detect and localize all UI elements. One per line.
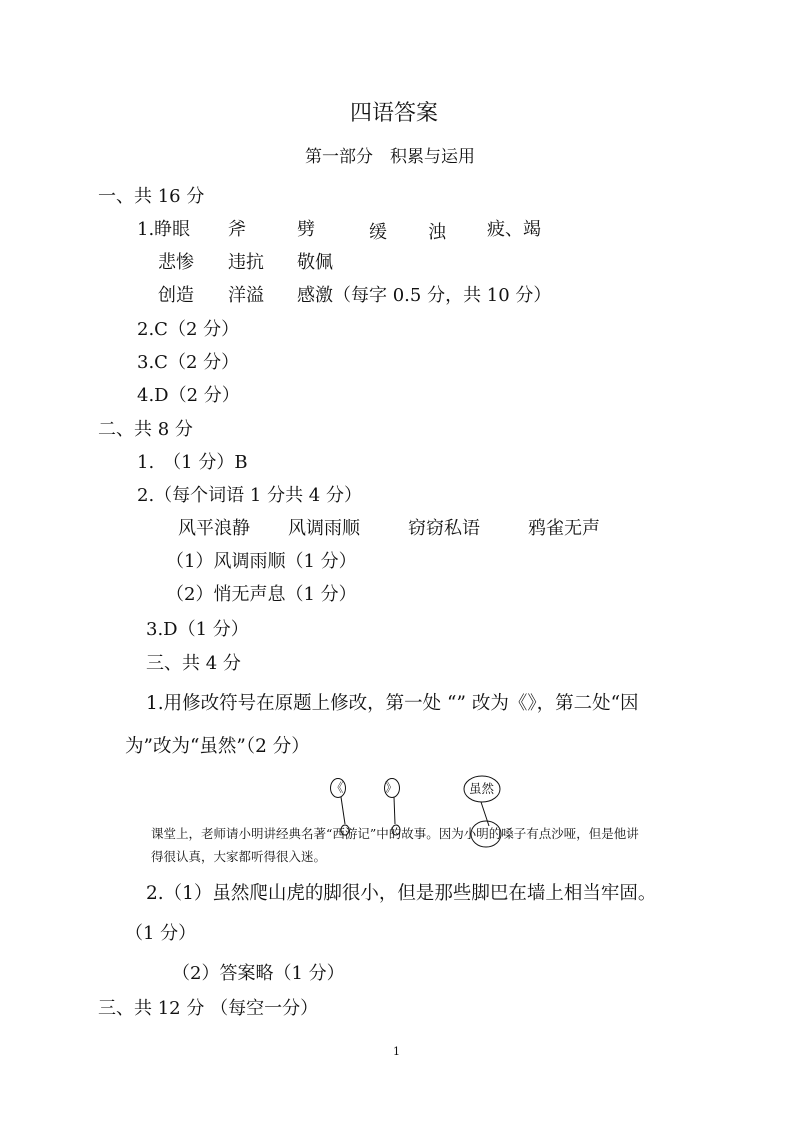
close-book-mark: 》	[385, 780, 398, 795]
answer-word: 违抗	[228, 252, 264, 273]
s3-q1-line-2: 为”改为“虽然”（2 分）	[125, 736, 310, 757]
answer-word: 劈	[297, 219, 315, 240]
idiom-word: 风调雨顺	[288, 518, 360, 539]
s2-q1-answer: 1. （1 分）B	[137, 452, 248, 473]
section-2-heading: 二、共 8 分	[98, 419, 193, 440]
answer-word: 洋溢	[228, 285, 264, 306]
section-1-heading: 一、共 16 分	[98, 186, 205, 207]
idiom-word: 窃窃私语	[408, 518, 480, 539]
answer-word: 创造	[158, 285, 194, 306]
answer-word: 缓	[369, 222, 387, 243]
s2-sub2: （2）悄无声息（1 分）	[166, 584, 357, 605]
s2-q2-answer: 2.（每个词语 1 分共 4 分）	[137, 485, 362, 506]
replace-word-mark: 虽然	[469, 781, 495, 796]
q4-answer: 4.D（2 分）	[137, 385, 240, 406]
s2-q3-answer: 3.D（1 分）	[146, 619, 249, 640]
open-book-mark-line	[341, 797, 345, 824]
passage-line-2: 得很认真，大家都听得很入迷。	[151, 849, 327, 864]
open-book-mark: 《	[331, 780, 344, 795]
answer-word: 悲惨	[158, 252, 194, 273]
answer-word: 感激（每字 0.5 分，共 10 分）	[297, 285, 552, 306]
s3-q2-sub2: （2）答案略（1 分）	[172, 963, 345, 984]
section-4-heading: 三、共 12 分 （每空一分）	[98, 998, 319, 1019]
s3-q2-line-1: 2.（1）虽然爬山虎的脚很小，但是那些脚巴在墙上相当牢固。	[146, 883, 657, 904]
part-heading: 第一部分 积累与运用	[305, 147, 475, 167]
answer-word: 斧	[228, 219, 246, 240]
section-3-heading: 三、共 4 分	[146, 653, 241, 674]
answer-word: 1.睁眼	[137, 219, 191, 240]
answer-word: 疲、竭	[487, 219, 541, 240]
s3-q2-line-2: （1 分）	[125, 923, 197, 944]
q2-answer: 2.C（2 分）	[137, 319, 240, 340]
answer-word: 敬佩	[297, 252, 333, 273]
page-number: 1	[393, 1045, 400, 1058]
passage-line-1: 课堂上，老师请小明讲经典名著“西游记”中的故事。因为小明的嗓子有点沙哑，但是他讲	[151, 826, 639, 841]
s3-q1-line-1: 1.用修改符号在原题上修改，第一处 “” 改为《》，第二处“因	[146, 693, 639, 714]
page-title: 四语答案	[350, 101, 439, 126]
answer-word: 浊	[428, 222, 446, 243]
idiom-word: 风平浪静	[178, 518, 250, 539]
s2-sub1: （1）风调雨顺（1 分）	[166, 551, 357, 572]
replace-word-line	[481, 802, 489, 826]
idiom-word: 鸦雀无声	[528, 518, 600, 539]
close-book-mark-line	[394, 797, 395, 824]
q3-answer: 3.C（2 分）	[137, 352, 240, 373]
